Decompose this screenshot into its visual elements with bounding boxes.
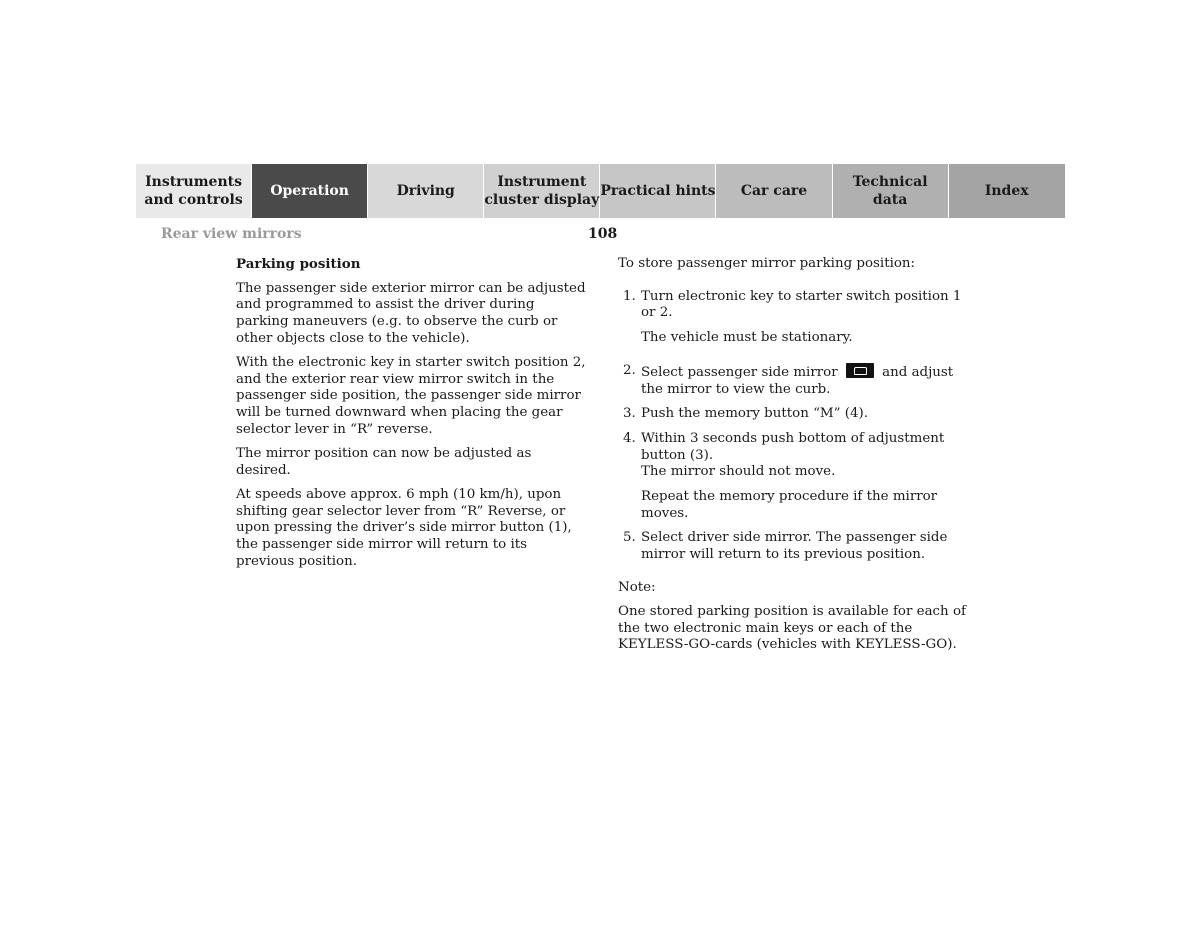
step-number: 3. [623, 406, 636, 422]
tab-car-care[interactable]: Car care [716, 164, 832, 218]
paragraph: At speeds above approx. 6 mph (10 km/h), upon shifting gear selector lever from “R” Reverse, or upon pressing the driver’s side mirror button (1), the passenger side mirror will return to its previous position. [236, 486, 572, 569]
paragraph: With the electronic key in starter switch position 2, and the exterior rear view mirror switch in the passenger side position, the passenger side mirror will be turned downward when placing the gear selector lever in “R” reverse. [236, 355, 586, 437]
tab-instruments-and-controls[interactable]: Instruments and controls [136, 164, 252, 218]
step-text: Push the memory button “M” (4). [641, 406, 868, 422]
step-text: The mirror should not move. [641, 464, 836, 480]
left-column [236, 256, 588, 578]
paragraph: The passenger side exterior mirror can be adjusted and programmed to assist the driver during parking maneuvers (e.g. to observe the curb or other objects close to the vehicle). [236, 280, 586, 346]
tab-operation[interactable]: Operation [252, 164, 368, 218]
step-number: 4. [623, 430, 636, 446]
step-subtext: Repeat the memory procedure if the mirror moves. [641, 489, 938, 521]
list-item [618, 431, 978, 523]
right-column [618, 256, 978, 662]
step-text: Turn electronic key to starter switch position 1 or 2. [641, 288, 962, 321]
step-number: 2. [623, 362, 636, 378]
list-item [618, 530, 978, 563]
tab-practical-hints[interactable]: Practical hints [600, 164, 716, 218]
step-text: Within 3 seconds push bottom of adjustment button (3). [641, 430, 945, 463]
procedure-intro: To store passenger mirror parking position: [618, 256, 916, 271]
note-text: One stored parking position is available for each of the two electronic main keys or each of the KEYLESS-GO-cards (vehicles with KEYLESS-GO). [618, 604, 966, 653]
note-label: Note: [618, 579, 656, 595]
tab-instrument-cluster-display[interactable]: Instrument cluster display [484, 164, 600, 218]
tab-technical-data[interactable]: Technical data [833, 164, 949, 218]
parking-position-heading: Parking position [236, 256, 361, 272]
page-number: 108 [588, 226, 618, 242]
tab-driving[interactable]: Driving [368, 164, 484, 218]
list-item [618, 406, 978, 423]
paragraph: The mirror position can now be adjusted as desired. [236, 446, 532, 478]
passenger-mirror-button-icon [846, 363, 874, 378]
list-item [618, 363, 978, 398]
list-item [618, 289, 978, 347]
step-subtext: The vehicle must be stationary. [641, 330, 853, 346]
section-title: Rear view mirrors [161, 226, 302, 242]
step-number: 1. [623, 288, 636, 304]
chapter-tabs [136, 164, 1065, 218]
tab-index[interactable]: Index [949, 164, 1065, 218]
step-text: and adjust the mirror to view the curb. [641, 364, 954, 397]
step-text: Select passenger side mirror [641, 364, 838, 380]
procedure-steps [618, 289, 978, 564]
step-number: 5. [623, 530, 636, 546]
step-text: Select driver side mirror. The passenger side mirror will return to its previous position. [641, 530, 948, 563]
